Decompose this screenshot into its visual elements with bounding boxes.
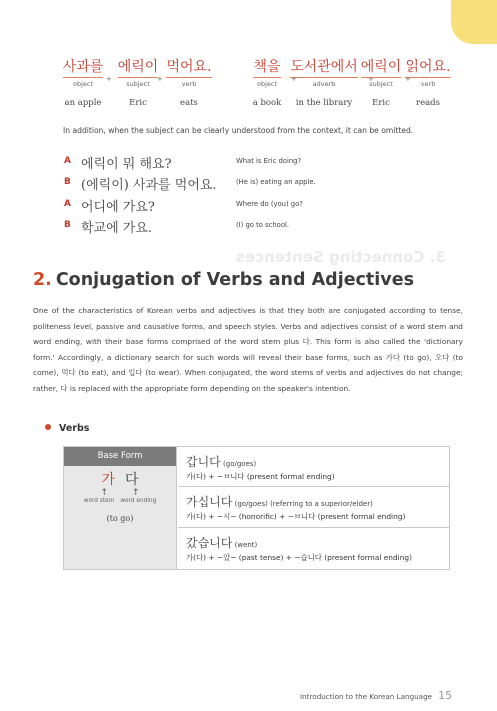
word-subject: 에릭이 subject Eric	[113, 56, 163, 108]
base-form-header: Base Form	[64, 447, 176, 466]
up-arrow-icon: ↑↑	[100, 488, 164, 498]
conjugation-row: 가십니다 (go/goes) (referring to a superior/elder) 가(다) + −시− (honorific) + −ㅂ니다 (present formal ending)	[178, 487, 449, 528]
verb-conjugation-table	[63, 446, 450, 570]
base-form-column	[64, 447, 177, 569]
base-form-gloss: (to go)	[106, 514, 134, 523]
conjugation-row: 갔습니다 (went) 가(다) + −았− (past tense) + −습니다 (present formal ending)	[186, 536, 412, 562]
plus-sign: +	[106, 75, 112, 83]
ghost-heading: 3. Connecting Sentences	[236, 248, 446, 266]
page-footer: Introduction to the Korean Language 15	[300, 689, 453, 702]
plus-sign: +	[368, 75, 374, 83]
word-verb: 읽어요. verb reads	[404, 56, 452, 108]
section-number: 2.	[33, 270, 52, 290]
word-object: 사과를 object an apple	[58, 56, 108, 108]
word-verb: 먹어요. verb eats	[165, 56, 213, 108]
base-form-labels: word stem word ending	[83, 498, 157, 504]
verbs-heading: Verbs	[45, 423, 89, 434]
word-adverb: 도서관에서 adverb in the library	[287, 56, 361, 108]
plus-sign: +	[405, 75, 411, 83]
section-paragraph: One of the characteristics of Korean verbs and adjectives is that they both are conjugated according to tense, politeness level, passive and causative forms, and speech styles. Verbs and adjectives consist of a word stem and word ending, with their base forms comprised of the word stem plus 다. This form is also called the 'dictionary form.' Accordingly, a dictionary search for such words will reveal their base forms, such as 가다 (to go), 오다 (to come), 먹다 (to eat), and 입다 (to wear). When conjugated, the word stems of verbs and adjectives do not change; rather, 다 is replaced with the appropriate form depending on the speaker's intention.	[33, 306, 463, 393]
plus-sign: +	[291, 75, 297, 83]
base-form-word: 가다	[101, 472, 149, 488]
section-title: 2. Conjugation of Verbs and Adjectives	[33, 270, 414, 290]
corner-tab	[451, 0, 497, 44]
omission-note: In addition, when the subject can be clearly understood from the context, it can be omitted.	[63, 126, 414, 135]
conjugation-row: 갑니다 (go/goes) 가(다) + −ㅂ니다 (present formal ending)	[178, 447, 449, 487]
page-number: 15	[438, 689, 453, 702]
word-object: 책을 object a book	[247, 56, 287, 108]
bullet-dot-icon	[45, 424, 51, 430]
word-subject: 에릭이 subject Eric	[354, 56, 408, 108]
plus-sign: +	[157, 75, 163, 83]
